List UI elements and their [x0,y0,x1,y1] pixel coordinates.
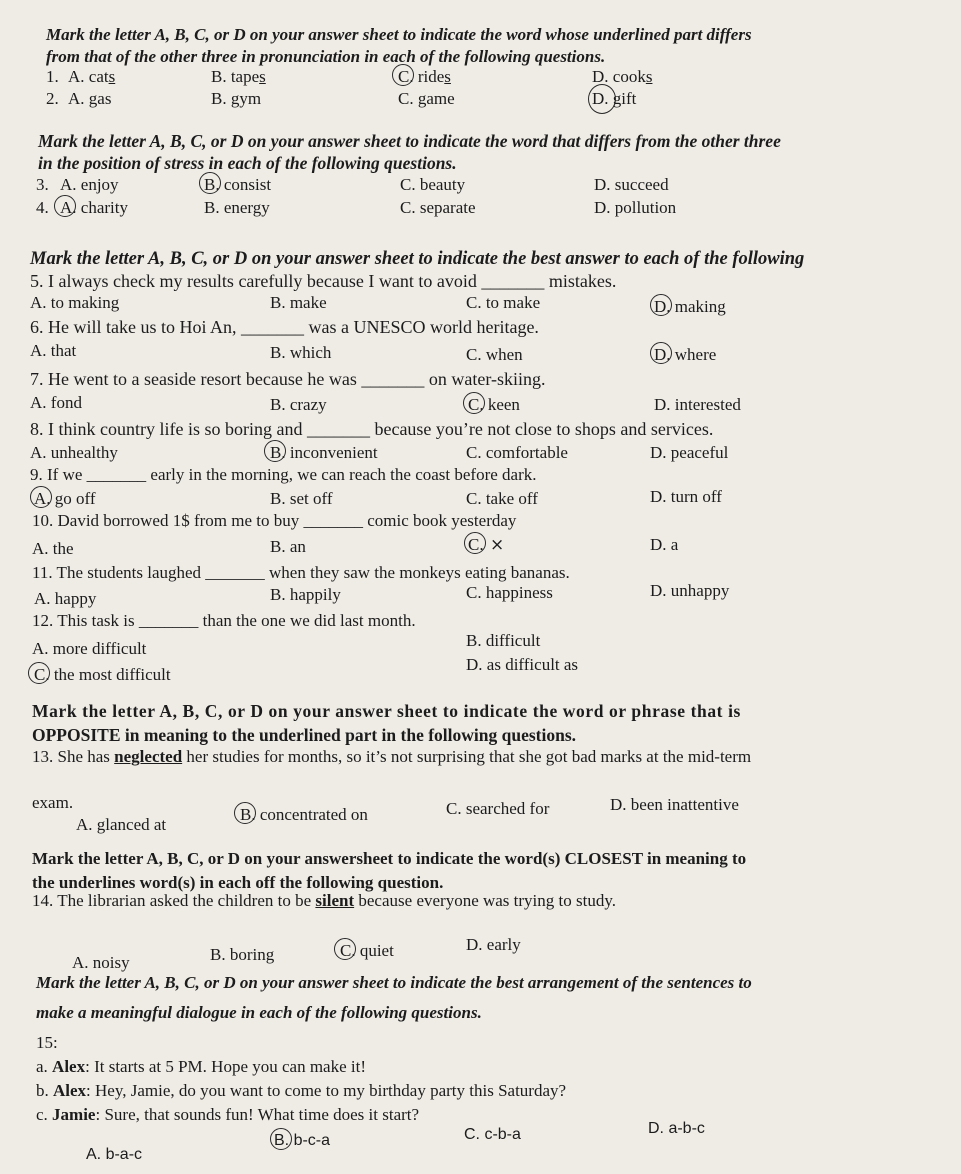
q5-stem: 5. I always check my results carefully because I want to avoid _______ mistakes. [30,271,617,291]
q13-stem: 13. She has neglected her studies for months, so it’s not surprising that she got bad marks at the mid-term [32,747,752,766]
q7-option-c: C. keen [468,395,520,414]
q4-option-d: D. pollution [594,198,677,217]
q6-option-b: B. which [270,343,332,362]
q15-option-c: C. c-b-a [464,1126,521,1143]
answer-circle-q10 [464,532,486,554]
q10-option-a: A. the [32,539,74,558]
section6-instruction-line2: make a meaningful dialogue in each of the following questions. [36,1003,482,1022]
q1-option-b: B. tapes [211,67,266,86]
q3-option-b: B. consist [204,175,272,194]
q9-option-d: D. turn off [650,487,722,506]
section2-instruction-line2: in the position of stress in each of the following questions. [38,153,457,173]
q12-option-c: C. the most difficult [34,665,171,684]
q4-number: 4. [36,198,49,217]
answer-circle-q1 [392,64,414,86]
section2-instruction-line1: Mark the letter A, B, C, or D on your answer sheet to indicate the word that differs from the other three [38,131,781,151]
q3-option-c: C. beauty [400,175,466,194]
q14-option-b: B. boring [210,945,275,964]
q13-stem-line2: exam. [32,793,74,812]
answer-circle-q7 [463,392,485,414]
q10-stem: 10. David borrowed 1$ from me to buy _______ comic book yesterday [32,511,517,530]
q4-option-c: C. separate [400,198,476,217]
q6-option-a: A. that [30,341,77,360]
q2-option-a: A. gas [68,89,112,108]
q7-option-b: B. crazy [270,395,327,414]
q5-option-d: D. making [654,297,726,316]
q15-option-b: B. b-c-a [274,1132,331,1149]
answer-circle-q9 [30,486,52,508]
answer-circle-q14 [334,938,356,960]
q4-option-a: A. charity [60,198,128,217]
q7-stem: 7. He went to a seaside resort because he was _______ on water-skiing. [30,369,546,389]
q1-option-c: C. rides [398,67,451,86]
section1-instruction-line1: Mark the letter A, B, C, or D on your answer sheet to indicate the word whose underlined part differs [46,25,752,44]
q2-option-d: D. gift [592,89,637,108]
q5-option-c: C. to make [466,293,541,312]
dialogue-line-a: a. Alex: It starts at 5 PM. Hope you can make it! [36,1057,367,1076]
section4-instruction-line2: OPPOSITE in meaning to the underlined part in the following questions. [32,725,577,745]
answer-circle-q12 [28,662,50,684]
answer-circle-q5 [650,294,672,316]
q12-option-b: B. difficult [466,631,541,650]
q11-option-c: C. happiness [466,583,553,602]
q5-option-a: A. to making [30,293,120,312]
q10-option-d: D. a [650,535,679,554]
q13-option-d: D. been inattentive [610,795,739,814]
q6-stem: 6. He will take us to Hoi An, _______ was a UNESCO world heritage. [30,317,539,337]
dialogue-line-c: c. Jamie: Sure, that sounds fun! What time does it start? [36,1105,420,1124]
q12-stem: 12. This task is _______ than the one we did last month. [32,611,416,630]
q15-option-d: D. a-b-c [648,1120,705,1137]
q10-option-b: B. an [270,537,306,556]
q8-option-a: A. unhealthy [30,443,118,462]
q2-number: 2. [46,89,59,108]
q14-stem: 14. The librarian asked the children to be silent because everyone was trying to study. [32,891,616,910]
q13-option-c: C. searched for [446,799,550,818]
q7-option-a: A. fond [30,393,82,412]
answer-circle-q2 [588,84,616,114]
q8-option-b: B. inconvenient [270,443,378,462]
q4-option-b: B. energy [204,198,270,217]
q14-option-a: A. noisy [72,953,130,972]
q15-number: 15: [36,1033,58,1052]
q9-option-b: B. set off [270,489,333,508]
q3-option-d: D. succeed [594,175,669,194]
q11-stem: 11. The students laughed _______ when they saw the monkeys eating bananas. [32,563,570,582]
section4-instruction-line1: Mark the letter A, B, C, or D on your answer sheet to indicate the word or phrase that is [32,701,741,721]
q12-option-d: D. as difficult as [466,655,579,674]
q7-option-d: D. interested [654,395,741,414]
q9-stem: 9. If we _______ early in the morning, we can reach the coast before dark. [30,465,537,484]
section5-instruction-line2: the underlines word(s) in each off the following question. [32,873,444,892]
q8-option-d: D. peaceful [650,443,729,462]
q8-option-c: C. comfortable [466,443,568,462]
q1-number: 1. [46,67,59,86]
section3-instruction: Mark the letter A, B, C, or D on your answer sheet to indicate the best answer to each of the following [30,249,805,269]
q1-option-a: A. cats [68,67,116,86]
q13-option-a: A. glanced at [76,815,167,834]
q9-option-c: C. take off [466,489,538,508]
q10-option-c: C. [468,535,484,554]
q14-option-d: D. early [466,935,521,954]
q12-option-a: A. more difficult [32,639,147,658]
dialogue-line-b: b. Alex: Hey, Jamie, do you want to come to my birthday party this Saturday? [36,1081,567,1100]
q1-option-d: D. cooks [592,67,653,86]
q15-option-a: A. b-a-c [86,1146,143,1163]
q8-stem: 8. I think country life is so boring and _______ because you’re not close to shops and services. [30,419,714,439]
q6-option-c: C. when [466,345,523,364]
answer-circle-q4 [54,195,76,217]
q14-option-c: C. quiet [340,941,394,960]
q9-option-a: A. go off [34,489,96,508]
answer-circle-q13 [234,802,256,824]
q11-option-a: A. happy [34,589,97,608]
q2-option-c: C. game [398,89,455,108]
answer-circle-q6 [650,342,672,364]
q3-option-a: A. enjoy [60,175,119,194]
section5-instruction-line1: Mark the letter A, B, C, or D on your answersheet to indicate the word(s) CLOSEST in meaning to [32,849,747,868]
q6-option-d: D. where [654,345,717,364]
q3-number: 3. [36,175,49,194]
q13-option-b: B. concentrated on [240,805,368,824]
q11-option-b: B. happily [270,585,341,604]
handwritten-mark: × [490,535,505,555]
answer-circle-q3 [199,172,221,194]
section1-instruction-line2: from that of the other three in pronunciation in each of the following questions. [46,47,606,66]
q5-option-b: B. make [270,293,327,312]
answer-circle-q8 [264,440,286,462]
q11-option-d: D. unhappy [650,581,730,600]
q2-option-b: B. gym [211,89,262,108]
answer-circle-q15 [270,1128,292,1150]
section6-instruction-line1: Mark the letter A, B, C, or D on your answer sheet to indicate the best arrangement of the sentences to [36,973,752,992]
